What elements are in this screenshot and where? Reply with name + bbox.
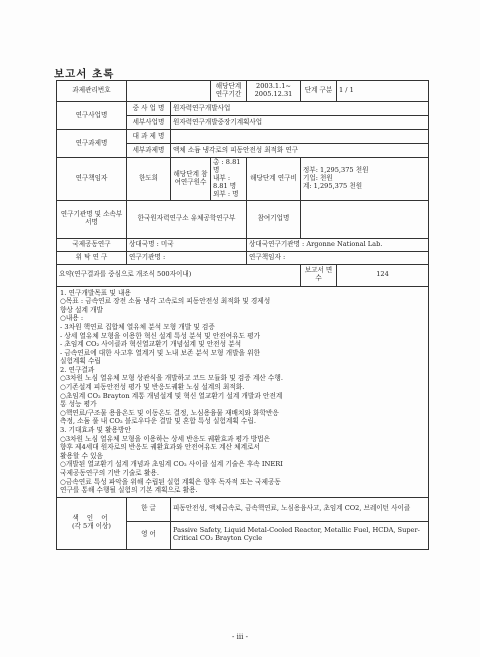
summary-line: 향후 제4세대 원자로의 반응도 궤환효과와 안전여유도 계산 체계로서	[60, 443, 261, 452]
keywords-english-label: 영 어	[127, 521, 171, 549]
keywords-english-value: Passive Safety, Liquid Metal-Cooled Reactor, Metallic Fuel, HCDA, Super-Critical CO₂ Brayton Cycle	[171, 521, 429, 549]
report-abstract-form	[56, 80, 429, 550]
research-cost-values	[301, 158, 429, 201]
subject-main-value	[171, 130, 429, 144]
institution-label: 연구기관명 및 소속부서명	[57, 200, 127, 238]
business-label: 연구사업명	[57, 102, 127, 130]
research-cost-label: 해당단계 연구비	[247, 158, 301, 201]
project-id-value	[127, 81, 211, 102]
summary-line: 1. 연구개발목표 및 내용	[60, 288, 131, 297]
summary-line: - 금속연료에 대한 사고후 열계거 및 노내 보존 분석 모형 개발을 위한	[60, 348, 261, 357]
stage-label: 단계 구분	[301, 81, 337, 102]
summary-line: ○기존설계 피동안전성 평가 및 반응도궤환 노심 설계의 최적화.	[60, 383, 245, 392]
summary-line: 측정, 소듐 풀 내 CO₂ 블로우다운 결말 및 혼합 특성 실험계획 수립.	[60, 417, 256, 426]
summary-line: ○개발된 열교환기 설계 개념과 초임계 CO₂ 사이클 설계 기술은 후속 INERI	[60, 460, 283, 469]
intl-joint-research-label: 국제공동연구	[57, 238, 127, 251]
keywords-sublabel: (각 5개 이상)	[71, 522, 111, 531]
summary-line: 향상 설계 개발	[60, 305, 104, 314]
period-label: 해당단계 연구기간	[211, 81, 247, 102]
participant-counts	[211, 158, 247, 201]
stage-value: 1 / 1	[337, 81, 429, 102]
summary-body	[57, 286, 429, 497]
summary-line: ○초임계 CO₂ Brayton 계통 개념설계 및 혁신 열교환기 설계 개발과 안전계	[60, 391, 283, 400]
cost-government: 정부: 1,295,375 천원	[303, 165, 369, 174]
commissioned-lead: 연구책임자 :	[247, 251, 429, 264]
cost-total: 계: 1,295,375 천원	[303, 181, 363, 190]
participant-count-label: 해당단계 참여연구원수	[171, 158, 211, 201]
subject-label: 연구과제명	[57, 130, 127, 158]
participant-external: 외부 : 명	[213, 189, 239, 198]
summary-line: 통 성능 평가	[60, 400, 97, 409]
researcher-label: 연구책임자	[57, 158, 127, 201]
summary-line: - 상세 열유체 모형을 이용한 혁신 설계 특성 분석 및 안전여유도 평가	[60, 331, 261, 340]
summary-label: 요약(연구결과를 중심으로 개조식 500자이내)	[57, 264, 301, 286]
page-title: 보고서 초록	[54, 68, 115, 80]
subject-main-label: 대 과 제 명	[127, 130, 171, 144]
participating-corp-label: 참여기업명	[247, 200, 301, 238]
participant-total: 총 : 8.81 명	[213, 158, 241, 174]
subject-detail-label: 세부과제명	[127, 144, 171, 158]
summary-line: 3. 기대효과 및 활용방안	[60, 426, 131, 435]
summary-line: 활용할 수 있음	[60, 451, 104, 460]
commissioned-org: 연구기관명 :	[127, 251, 247, 264]
summary-line: ○내용 :	[60, 314, 84, 323]
participating-corp-value	[301, 200, 429, 238]
summary-line: 실험계획 수립	[60, 357, 101, 366]
keywords-label-cell	[57, 497, 127, 549]
summary-line: ○핵연료/구조물 용융온도 및 이동온도 결정, 노심용융물 재배치와 화학반응	[60, 408, 279, 417]
project-id-label: 과제관리번호	[57, 81, 127, 102]
commissioned-research-label: 위 탁 연 구	[57, 251, 127, 264]
page-number: - iii -	[232, 633, 248, 641]
summary-line: ○3차원 노심 열유체 모형을 이용하는 상세 반응도 궤환효과 평가 방법은	[60, 434, 271, 443]
summary-line: ○3차원 노심 열유체 모형 상관식을 개발하고 코드 모듈화 및 검증 계산 수행.	[60, 374, 283, 383]
summary-line: ○금속연료 특성 파악을 위해 수립된 실험 계획은 향후 독자적 또는 국제공동	[60, 477, 281, 486]
business-detail-value: 원자력연구개발중장기계획사업	[171, 116, 429, 130]
intl-partner-country: 상대국명 : 미국	[127, 238, 247, 251]
report-pages-label: 보고서 면수	[301, 264, 337, 286]
cost-corporate: 기업: 천원	[303, 173, 333, 182]
intl-partner-org: 상대국연구기관명 : Argonne National Lab.	[247, 238, 429, 251]
summary-line: 2. 연구결과	[60, 365, 95, 374]
institution-value: 한국원자력연구소 유체공학연구부	[127, 200, 247, 238]
summary-line: 국제공동연구의 기반 기술로 활용.	[60, 469, 159, 477]
keywords-label: 색 인 어	[72, 514, 111, 523]
summary-line: - 3차원 핵연료 집합체 열유체 분석 모형 개발 및 검증	[60, 322, 215, 331]
business-mid-label: 중 사 업 명	[127, 102, 171, 116]
summary-line: 연구를 통해 수행될 실험의 기본 계획으로 활용.	[60, 486, 198, 495]
period-value: 2003.1.1~ 2005.12.31	[247, 81, 301, 102]
summary-line: - 초임계 CO₂ 사이클과 혁신열교환기 개념설계 및 안전성 분석	[60, 340, 242, 349]
report-pages-value: 124	[337, 264, 429, 286]
business-mid-value: 원자력연구개발사업	[171, 102, 429, 116]
researcher-name: 한도희	[127, 158, 171, 201]
summary-line: ○목표 : 금속연료 장전 소듐 냉각 고속로의 피동안전성 최적화 및 경제성	[60, 297, 271, 306]
participant-internal: 내부 : 8.81 명	[213, 173, 237, 190]
keywords-korean-label: 한 글	[127, 497, 171, 521]
business-detail-label: 세부사업명	[127, 116, 171, 130]
subject-detail-value: 액체 소듐 냉각로의 피동안전성 최적화 연구	[171, 144, 429, 158]
keywords-korean-value: 피동안전성, 액체금속로, 금속핵연료, 노심용융사고, 초임계 CO2, 브레이턴 사이클	[171, 497, 429, 521]
